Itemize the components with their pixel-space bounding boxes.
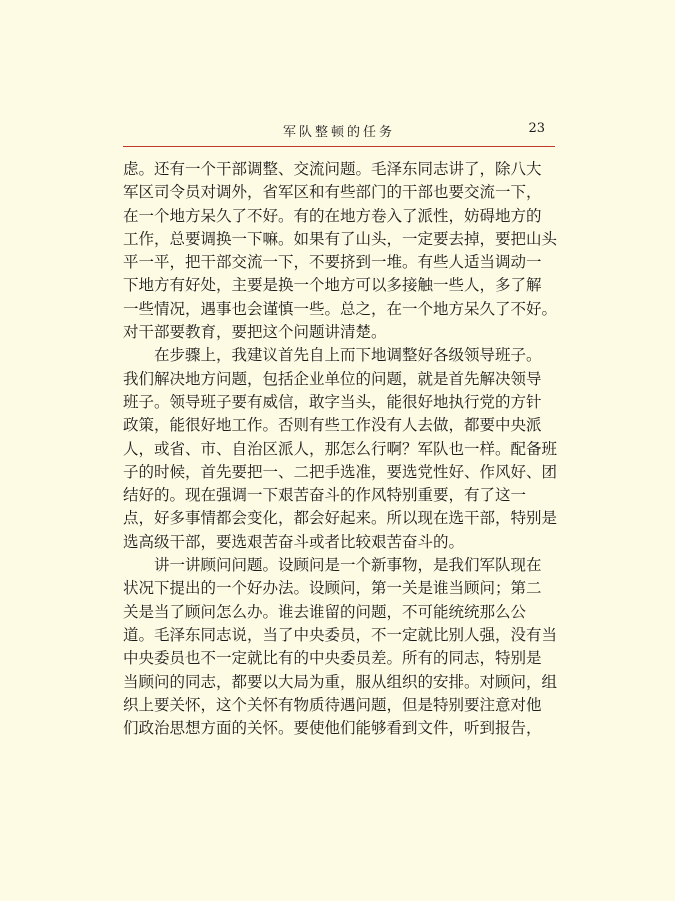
text-line: 道。毛泽东同志说，当了中央委员，不一定就比别人强，没有当 (123, 625, 558, 644)
running-header (123, 120, 555, 147)
paragraph-start-line: 讲一讲顾问问题。设顾问是一个新事物，是我们军队现在 (154, 556, 542, 575)
text-line: 工作，总要调换一下嘛。如果有了山头，一定要去掉，要把山头 (123, 229, 558, 248)
text-line: 班子。领导班子要有威信，敢字当头，能很好地执行党的方针 (123, 392, 542, 411)
text-line: 们政治思想方面的关怀。要使他们能够看到文件，听到报告， (123, 719, 542, 738)
text-line: 政策，能很好地工作。否则有些工作没有人去做，都要中央派 (123, 416, 542, 435)
text-line: 点，好多事情都会变化，都会好起来。所以现在选干部，特别是 (123, 509, 558, 528)
text-line: 状况下提出的一个好办法。设顾问，第一关是谁当顾问；第二 (123, 579, 542, 598)
paragraph-start-line: 在步骤上，我建议首先自上而下地调整好各级领导班子。 (154, 346, 542, 365)
body-text (123, 158, 563, 740)
text-line: 下地方有好处，主要是换一个地方可以多接触一些人，多了解 (123, 276, 542, 295)
text-line: 子的时候，首先要把一、二把手选准，要选党性好、作风好、团 (123, 462, 558, 481)
text-line: 平一平，把干部交流一下，不要挤到一堆。有些人适当调动一 (123, 253, 542, 272)
text-line: 织上要关怀，这个关怀有物质待遇问题，但是特别要注意对他 (123, 695, 542, 714)
chapter-title: 军队整顿的任务 (282, 125, 395, 140)
text-line: 关是当了顾问怎么办。谁去谁留的问题，不可能统统那么公 (123, 602, 527, 621)
text-line: 对干部要教育，要把这个问题讲清楚。 (123, 323, 387, 342)
text-line: 虑。还有一个干部调整、交流问题。毛泽东同志讲了，除八大 (123, 160, 542, 178)
text-line: 一些情况，遇事也会谨慎一些。总之，在一个地方呆久了不好。 (123, 299, 558, 318)
text-line: 在一个地方呆久了不好。有的在地方卷入了派性，妨碍地方的 (123, 206, 542, 225)
text-line: 选高级干部，要选艰苦奋斗或者比较艰苦奋斗的。 (123, 532, 465, 551)
page-number: 23 (528, 121, 545, 136)
text-line: 中央委员也不一定就比有的中央委员差。所有的同志，特别是 (123, 649, 542, 668)
text-line: 我们解决地方问题，包括企业单位的问题，就是首先解决领导 (123, 369, 542, 388)
text-line: 当顾问的同志，都要以大局为重，服从组织的安排。对顾问，组 (123, 672, 558, 691)
text-line: 人，或省、市、自治区派人，那怎么行啊？军队也一样。配备班 (123, 439, 558, 458)
text-line: 结好的。现在强调一下艰苦奋斗的作风特别重要，有了这一 (123, 486, 527, 505)
text-line: 军区司令员对调外，省军区和有些部门的干部也要交流一下， (123, 183, 542, 202)
